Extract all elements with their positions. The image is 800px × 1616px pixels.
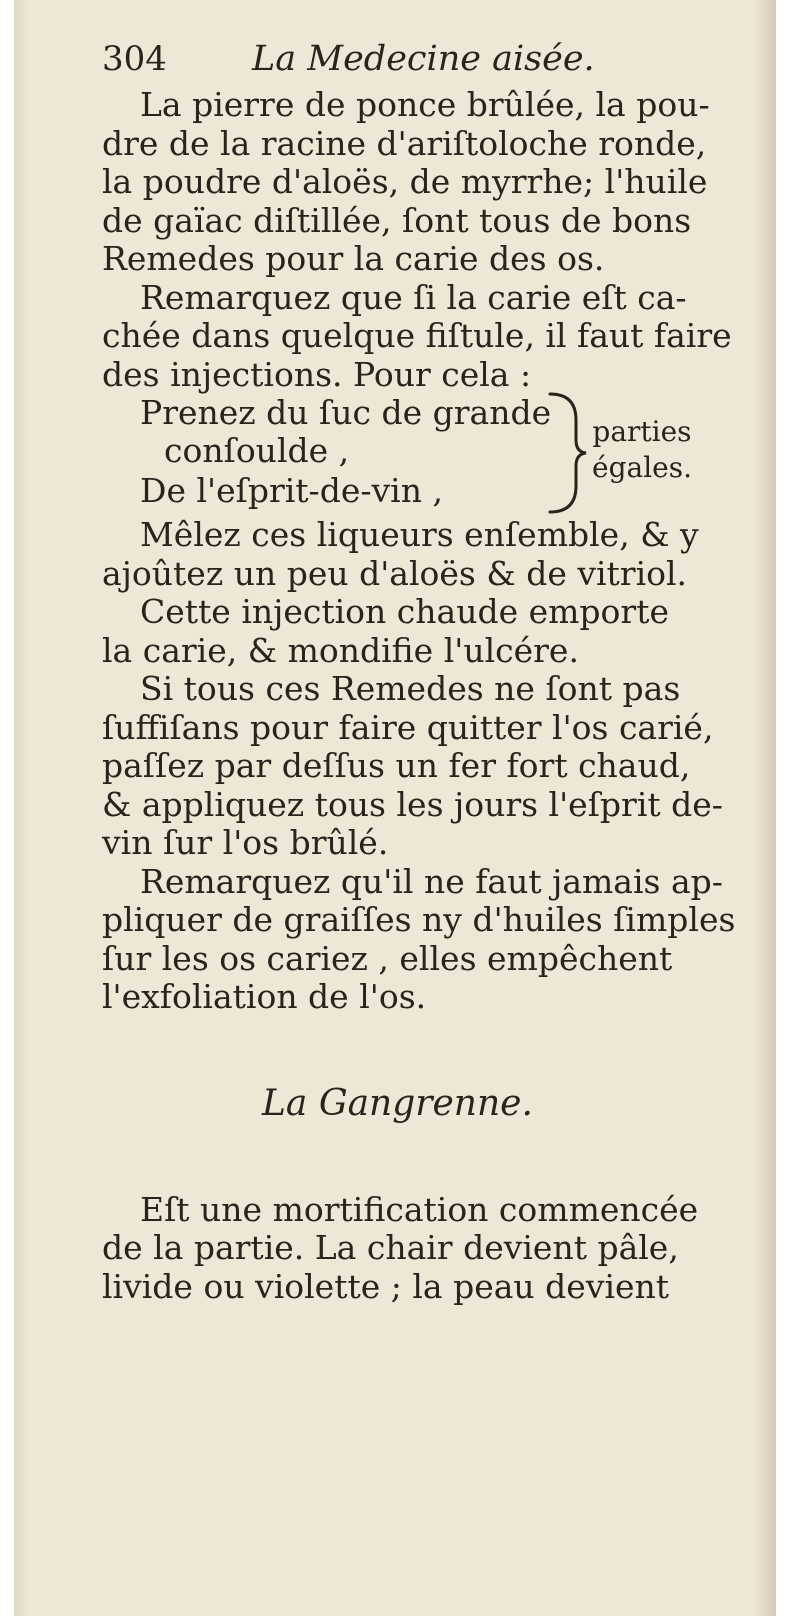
page-left-shadow	[14, 0, 30, 1616]
paragraph-mix: Mêlez ces liqueurs enſemble, & y ajoûtez un peu d'aloës & de vitriol.	[102, 515, 699, 593]
recipe-proportion: parties égales.	[592, 415, 692, 484]
book-page	[14, 0, 776, 1616]
paragraph-injections: Remarquez que ſi la carie eſt ca- chée dans quelque fiſtule, il faut faire des injections. Pour cela :	[102, 277, 732, 394]
recipe-block	[102, 394, 738, 516]
recipe-line-sap: Prenez du ſuc de grande	[140, 393, 552, 432]
recipe-brace-icon	[542, 388, 590, 518]
recipe-line-spirit: De l'eſprit-de-vin ,	[140, 471, 443, 510]
paragraph-injection-effect: Cette injection chaude emporte la carie, & mondifie l'ulcére.	[102, 592, 669, 670]
page-header	[102, 40, 738, 86]
page-number: 304	[102, 39, 167, 79]
heading-spacer	[102, 1145, 738, 1191]
section-heading: La Gangrenne.	[262, 1082, 533, 1124]
paragraph-remedies: La pierre de ponce brûlée, la pou- dre de la racine d'ariſtoloche ronde, la poudre d'aloës, de myrrhe; l'huile de gaïac diſtillée, ſont tous de bons Remedes pour la carie des os.	[102, 85, 710, 278]
recipe-line-consoulde: conſoulde ,	[164, 431, 350, 470]
paragraph-hot-iron: Si tous ces Remedes ne ſont pas ſuffiſans pour faire quitter l'os carié, paſſez par deſſus un fer fort chaud, & appliquez tous les jours l'eſprit de- vin ſur l'os brûlé.	[102, 669, 723, 862]
paragraph-warning: Remarquez qu'il ne faut jamais ap- pliquer de graiſſes ny d'huiles ſimples ſur les os cariez , elles empêchent l'exfoliation de l'os.	[102, 861, 736, 1016]
running-title: La Medecine aisée.	[252, 39, 595, 79]
section-spacer	[102, 1017, 738, 1085]
page-text-block	[102, 40, 738, 1306]
page-gutter-shadow	[754, 0, 776, 1616]
paragraph-gangrene: Eſt une mortification commencée de la partie. La chair devient pâle, livide ou violette ; la peau devient	[102, 1189, 699, 1306]
